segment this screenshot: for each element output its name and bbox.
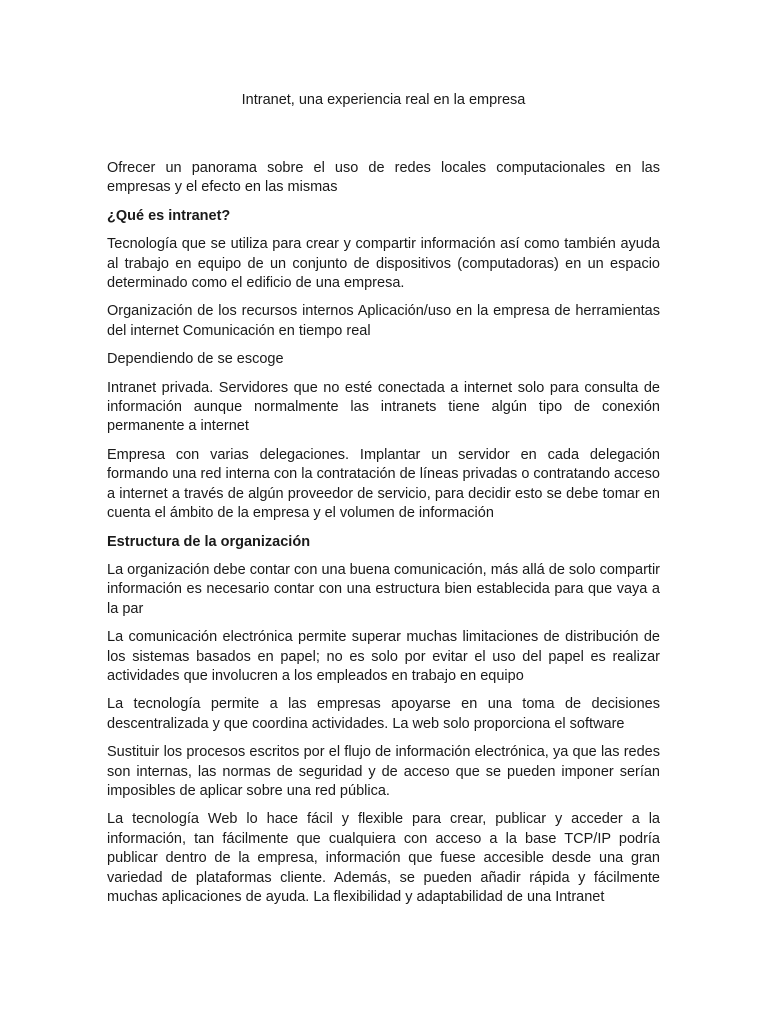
paragraph-replace-processes: Sustituir los procesos escritos por el flujo de información electrónica, ya que las redes son internas, las normas de seguridad y de acceso que se pueden imponer serían imposibles de aplicar sobre una red pública. <box>107 744 660 799</box>
section-heading-que-es-intranet: ¿Qué es intranet? <box>107 207 231 224</box>
paragraph-depending: Dependiendo de se escoge <box>107 351 284 368</box>
paragraph-delegations: Empresa con varias delegaciones. Implantar un servidor en cada delegación formando una red interna con la contratación de líneas privadas o contratando acceso a internet a través de algún proveedor de servicio, para decidir esto se debe tomar en cuenta el ámbito de la empresa y el volumen de información <box>107 446 660 522</box>
paragraph-communication: La organización debe contar con una buena comunicación, más allá de solo compartir información es necesario contar con una estructura bien establecida para que vaya a la par <box>107 561 660 617</box>
paragraph-organization-resources: Organización de los recursos internos Aplicación/uso en la empresa de herramientas del internet Comunicación en tiempo real <box>107 303 660 339</box>
document-page <box>107 90 660 916</box>
paragraph-technology-decisions: La tecnología permite a las empresas apoyarse en una toma de decisiones descentralizada y que coordina actividades. La web solo proporciona el software <box>107 696 660 732</box>
document-title: Intranet, una experiencia real en la empresa <box>241 92 526 108</box>
section-heading-estructura: Estructura de la organización <box>107 533 311 550</box>
paragraph-web-technology: La tecnología Web lo hace fácil y flexible para crear, publicar y acceder a la información, tan fácilmente que cualquiera con acceso a la base TCP/IP podría publicar dentro de la empresa, información que fuese accesible desde una gran variedad de plataformas cliente. Además, se pueden añadir rápida y fácilmente muchas aplicaciones de ayuda. La flexibilidad y adaptabilidad de una Intranet <box>107 811 660 905</box>
paragraph-definition: Tecnología que se utiliza para crear y compartir información así como también ayuda al trabajo en equipo de un conjunto de dispositivos (computadoras) en un espacio determinado como el edificio de una empresa. <box>107 236 660 292</box>
paragraph-electronic-communication: La comunicación electrónica permite superar muchas limitaciones de distribución de los sistemas basados en papel; no es solo por evitar el uso del papel es realizar actividades que involucren a los empleados en trabajo en equipo <box>107 629 660 684</box>
paragraph-intro: Ofrecer un panorama sobre el uso de redes locales computacionales en las empresas y el efecto en las mismas <box>107 160 660 196</box>
paragraph-private-intranet: Intranet privada. Servidores que no esté conectada a internet solo para consulta de información aunque normalmente las intranets tiene algún tipo de conexión permanente a internet <box>107 379 660 435</box>
